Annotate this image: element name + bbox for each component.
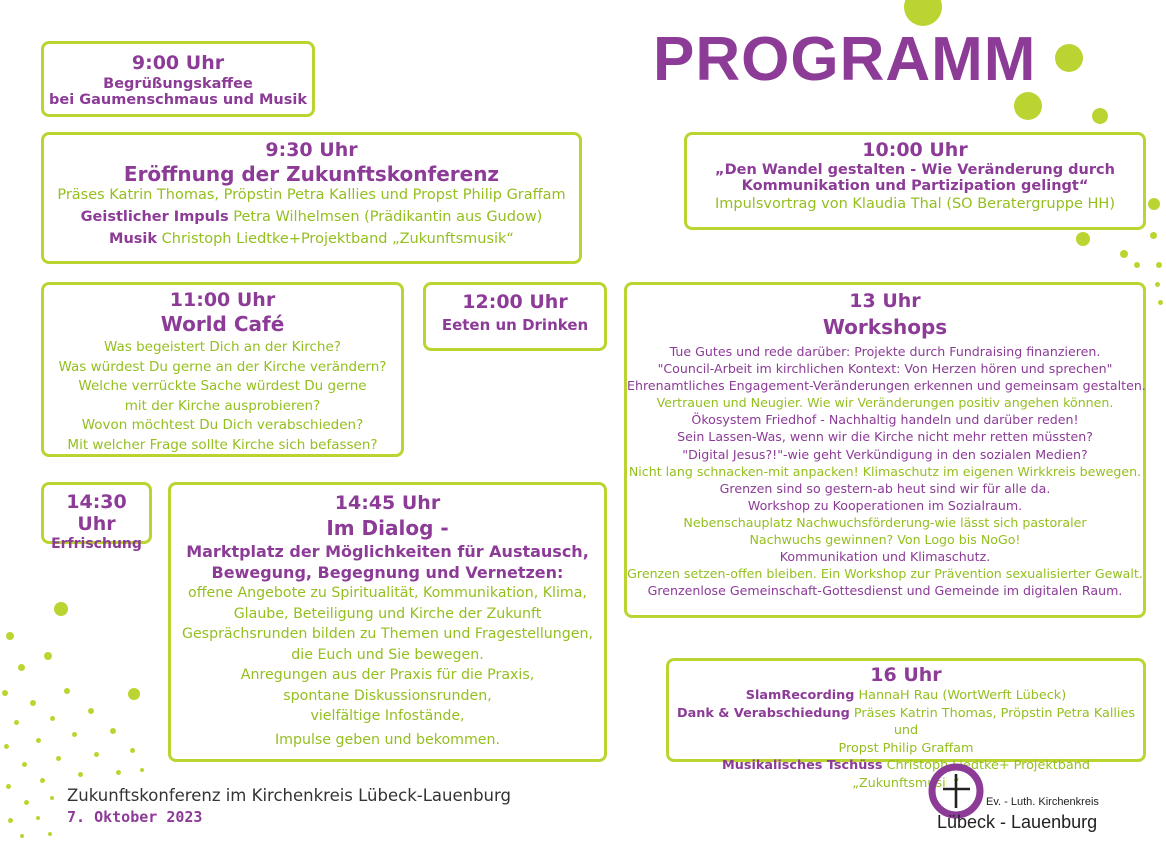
- impuls-label: Geistlicher Impuls: [80, 209, 229, 225]
- event-subtitle-2: Bewegung, Begegnung und Vernetzen:: [211, 563, 564, 582]
- offer-item: Glaube, Beteiligung und Kirche der Zukunft: [233, 605, 542, 622]
- logo-top-text: Ev. - Luth. Kirchenkreis: [986, 796, 1099, 808]
- dank-label: Dank & Verabschiedung: [676, 705, 850, 721]
- footer-date: 7. Oktober 2023: [67, 808, 203, 826]
- slam-label: SlamRecording: [745, 688, 855, 703]
- offer-item: spontane Diskussionsrunden,: [283, 687, 492, 704]
- speakers: Präses Katrin Thomas, Pröpstin Petra Kallies und Propst Philip Graffam: [57, 187, 566, 203]
- workshop-item: Tue Gutes und rede darüber: Projekte durch Fundraising finanzieren.: [669, 344, 1101, 359]
- question-list: [44, 338, 401, 455]
- box-1445: [168, 482, 607, 762]
- dank-text-2: Propst Philip Graffam: [838, 740, 974, 756]
- offer-item: Gesprächsrunden bilden zu Themen und Fragestellungen,: [181, 626, 594, 642]
- slam-text: HannaH Rau (WortWerft Lübeck): [858, 688, 1067, 703]
- event-title: Eröffnung der Zukunftskonferenz: [123, 162, 500, 186]
- box-1430: [41, 482, 152, 552]
- offer-list: [171, 583, 604, 750]
- time-label: 9:30 Uhr: [265, 139, 358, 161]
- event-title: Eeten un Drinken: [441, 316, 589, 334]
- box-1300-workshops: [624, 282, 1146, 618]
- workshop-item: "Digital Jesus?!"-wie geht Verkündigung in den sozialen Medien?: [682, 446, 1088, 462]
- musik-text: Christoph Liedtke+ Projektband „Zukunftsmusik“: [852, 758, 1090, 791]
- offer-item: offene Angebote zu Spiritualität, Kommunikation, Klima,: [188, 585, 587, 601]
- time-label: 11:00 Uhr: [169, 289, 276, 311]
- dank-line: [669, 705, 1143, 740]
- box-1100: [41, 282, 404, 457]
- question-item: Was würdest Du gerne an der Kirche verändern?: [58, 358, 387, 375]
- impuls-text: Petra Wilhelmsen (Prädikantin aus Gudow): [233, 209, 543, 225]
- event-title: „Den Wandel gestalten - Wie Veränderung durch: [715, 162, 1115, 178]
- box-1200: [423, 282, 607, 351]
- workshop-item: Ehrenamtliches Engagement-Veränderungen erkennen und gemeinsam gestalten.: [627, 378, 1146, 394]
- time-label: 14:45 Uhr: [334, 492, 441, 514]
- offer-item: Anregungen aus der Praxis für die Praxis,: [240, 667, 535, 683]
- dank-text: Präses Katrin Thomas, Pröpstin Petra Kallies und: [853, 705, 1136, 738]
- event-subtitle-1: Marktplatz der Möglichkeiten für Austausch,: [186, 542, 589, 561]
- time-label: 14:30 Uhr: [66, 491, 127, 535]
- box-0930: [41, 132, 582, 264]
- offer-item: die Euch und Sie bewegen.: [291, 646, 484, 663]
- event-title: Begrüßungskaffee: [103, 76, 253, 92]
- box-1600: [666, 658, 1146, 791]
- workshop-item: Kommunikation und Klimaschutz.: [779, 549, 991, 565]
- question-item: Mit welcher Frage sollte Kirche sich befassen?: [67, 436, 378, 453]
- musik-label: Musikalisches Tschüss: [722, 758, 883, 773]
- musik-label: Musik: [109, 231, 158, 247]
- impuls-line: [44, 209, 579, 225]
- musik-text: Christoph Liedtke+Projektband „Zukunftsmusik“: [161, 231, 514, 247]
- time-label: 12:00 Uhr: [462, 291, 568, 313]
- question-item: mit der Kirche ausprobieren?: [124, 397, 321, 414]
- offer-item: Impulse geben und bekommen.: [274, 731, 501, 748]
- box-1000: [684, 132, 1146, 230]
- page-title: PROGRAMM: [653, 25, 1037, 94]
- logo-bottom-text: Lübeck - Lauenburg: [937, 812, 1098, 832]
- question-item: Was begeistert Dich an der Kirche?: [104, 339, 341, 355]
- event-subtitle: bei Gaumenschmaus und Musik: [48, 92, 308, 108]
- workshop-item: Ökosystem Friedhof - Nachhaltig handeln und darüber reden!: [691, 412, 1079, 428]
- time-label: 10:00 Uhr: [862, 139, 968, 161]
- workshop-item: Nicht lang schnacken-mit anpacken! Klimaschutz im eigenen Wirkkreis bewegen.: [628, 463, 1142, 479]
- workshop-item: Sein Lassen-Was, wenn wir die Kirche nicht mehr retten müssten?: [677, 429, 1093, 445]
- event-title: World Café: [160, 312, 285, 336]
- event-description: Impulsvortrag von Klaudia Thal (SO Beratergruppe HH): [715, 196, 1115, 212]
- event-title: Erfrischung: [51, 536, 142, 552]
- time-label: 9:00 Uhr: [131, 52, 225, 74]
- workshop-item: Nachwuchs gewinnen? Von Logo bis NoGo!: [749, 532, 1021, 548]
- time-label: 13 Uhr: [849, 290, 921, 312]
- church-district-logo: [928, 762, 1128, 838]
- event-title-2: Kommunikation und Partizipation gelingt“: [741, 178, 1089, 194]
- question-item: Welche verrückte Sache würdest Du gerne: [78, 378, 367, 394]
- workshop-item: Grenzenlose Gemeinschaft-Gottesdienst und Gemeinde im digitalen Raum.: [647, 583, 1123, 599]
- offer-item: vielfältige Infostände,: [310, 708, 465, 724]
- workshop-item: Grenzen setzen-offen bleiben. Ein Workshop zur Prävention sexualisierter Gewalt.: [627, 566, 1143, 582]
- event-title: Im Dialog -: [326, 516, 449, 540]
- workshop-item: Vertrauen und Neugier. Wie wir Veränderungen positiv angehen können.: [656, 395, 1114, 411]
- time-label: 16 Uhr: [870, 664, 942, 686]
- workshop-item: "Council-Arbeit im kirchlichen Kontext: Von Herzen hören und sprechen": [657, 361, 1113, 377]
- slam-line: [669, 687, 1143, 705]
- question-item: Wovon möchtest Du Dich verabschieden?: [81, 417, 364, 433]
- footer-event-name: Zukunftskonferenz im Kirchenkreis Lübeck-Lauenburg: [67, 786, 511, 805]
- box-0900: [41, 41, 315, 117]
- workshop-item: Nebenschauplatz Nachwuchsförderung-wie lässt sich pastoraler: [683, 514, 1087, 530]
- workshop-item: Workshop zu Kooperationen im Sozialraum.: [747, 497, 1023, 513]
- workshop-item: Grenzen sind so gestern-ab heut sind wir für alle da.: [719, 480, 1051, 496]
- event-title: Workshops: [822, 315, 948, 339]
- musik-line: [44, 231, 579, 247]
